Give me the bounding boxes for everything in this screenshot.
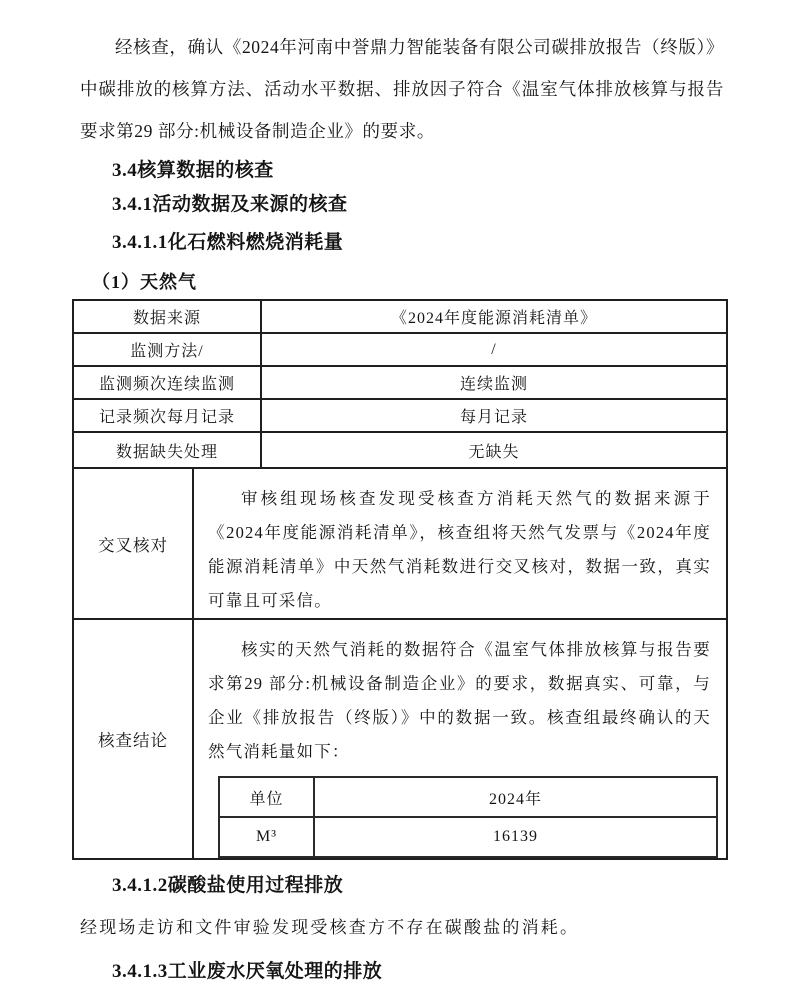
row-label: 数据缺失处理 [73,432,261,468]
row-label: 监测方法/ [73,333,261,366]
cross-check-row [73,468,727,619]
table-row [73,333,727,366]
row-label: 记录频次每月记录 [73,399,261,432]
inner-unit-cell: M³ [219,817,314,857]
table-row [73,300,727,333]
table-row [73,366,727,399]
inner-header-row [219,777,717,817]
conclusion-label: 核查结论 [73,619,193,859]
inner-unit-header: 单位 [219,777,314,817]
intro-paragraph: 经核查，确认《2024年河南中誉鼎力智能装备有限公司碳排放报告（终版）》中碳排放的核算方法、活动水平数据、排放因子符合《温室气体排放核算与报告要求第29 部分:机械设备制造企业》的要求。 [80,37,724,141]
natural-gas-data-table [72,299,728,469]
conclusion-row [73,619,727,859]
item-natural-gas-heading: （1）天然气 [92,272,197,292]
cross-check-cell [193,468,727,619]
heading-3-4-1: 3.4.1活动数据及来源的核查 [112,194,348,215]
heading-3-4: 3.4核算数据的核查 [112,160,274,181]
cross-check-paragraph: 审核组现场核查发现受核查方消耗天然气的数据来源于《2024年度能源消耗清单》，核查组将天然气发票与《2024年度能源消耗清单》中天然气消耗数进行交叉核对，数据一致，真实可靠且可采信。 [208,489,711,610]
inner-value-cell: 16139 [314,817,717,857]
row-value: 每月记录 [261,399,727,432]
consumption-inner-table [218,776,718,858]
heading-3-4-1-1: 3.4.1.1化石燃料燃烧消耗量 [112,232,344,253]
row-value: 无缺失 [261,432,727,468]
conclusion-cell [193,619,727,859]
cross-check-label: 交叉核对 [73,468,193,619]
inner-year-header: 2024年 [314,777,717,817]
conclusion-paragraph: 核实的天然气消耗的数据符合《温室气体排放核算与报告要求第29 部分:机械设备制造企业》的要求，数据真实、可靠，与企业《排放报告（终版）》中的数据一致。核查组最终确认的天然气消耗量如下： [208,640,711,761]
row-label: 数据来源 [73,300,261,333]
table-row [73,432,727,468]
heading-3-4-1-2: 3.4.1.2碳酸盐使用过程排放 [112,875,344,896]
carbonate-paragraph: 经现场走访和文件审验发现受核查方不存在碳酸盐的消耗。 [80,918,580,937]
row-value: 连续监测 [261,366,727,399]
inner-value-row [219,817,717,857]
row-value: 《2024年度能源消耗清单》 [261,300,727,333]
natural-gas-verification-table [72,467,728,860]
row-label: 监测频次连续监测 [73,366,261,399]
row-value: / [261,333,727,366]
heading-3-4-1-3: 3.4.1.3工业废水厌氧处理的排放 [112,961,383,982]
table-row [73,399,727,432]
